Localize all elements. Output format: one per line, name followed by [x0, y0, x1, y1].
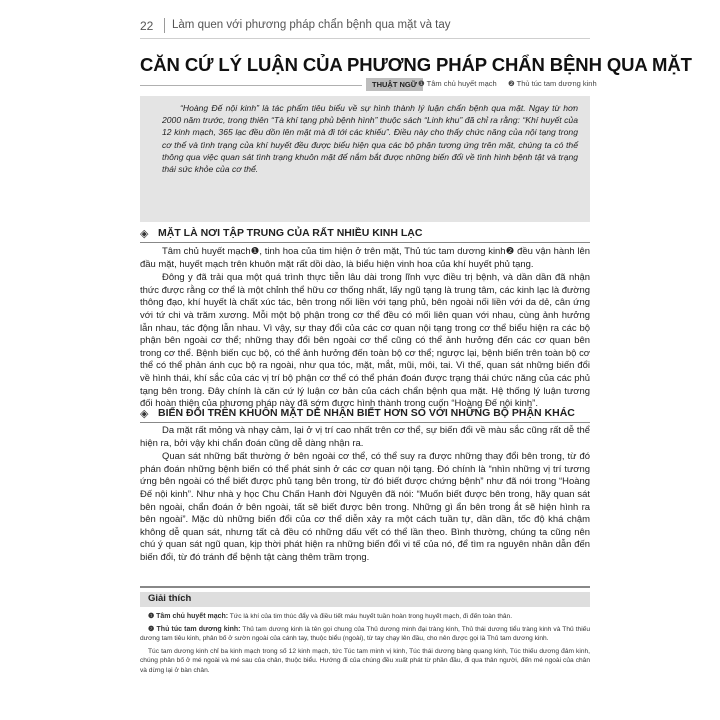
- glossary-entry: [140, 612, 590, 622]
- section-heading: [140, 406, 590, 423]
- running-header: [140, 16, 590, 39]
- glossary-heading: Giải thích: [148, 593, 192, 604]
- term-item: ❷ Thủ túc tam dương kinh: [508, 79, 597, 88]
- terms-bar: [140, 78, 597, 92]
- glossary-entry: [140, 647, 590, 676]
- section-body: [140, 425, 590, 566]
- header-divider: [164, 18, 165, 33]
- glossary-term: Thủ túc tam dương kinh:: [156, 625, 241, 633]
- diamond-icon: ◈: [140, 408, 149, 420]
- terms-tag: THUẬT NGỮ: [366, 78, 423, 91]
- footnote-marker: ❷: [148, 625, 155, 633]
- diamond-icon: ◈: [140, 228, 149, 240]
- intro-text: “Hoàng Đế nội kinh” là tác phẩm tiêu biểu về sự hình thành lý luận chẩn bệnh qua mặt. Ngay từ hơn 2000 năm trước, trong thiên “Tà khí tạng phủ bệnh hình” thuộc sách “Linh khu” đã chỉ ra rằng: “Khí huyết của 12 kinh mạch, 365 lạc đều dồn lên mặt mà đi tới các khiếu”. Điều này cho thấy chức năng của nội tạng trong cơ thể và tình trạng của khí huyết đều được biểu hiện qua các bộ phận tương ứng trên mặt, chúng ta có thể thông qua việc quan sát tình trạng khuôn mặt để nắm bắt được những biến đổi về tình hình bệnh tật và trạng thái sức khỏe của cơ thể.: [162, 103, 578, 175]
- term-item: ❶ Tâm chủ huyết mạch: [418, 79, 497, 88]
- terms-rule: [140, 85, 362, 86]
- glossary-definition: Thủ tam dương kinh là tên gọi chung của Thủ dương minh đại tràng kinh, Thủ thái dương tiểu tràng kinh và Thủ thiếu dương tam tiêu kinh, phân bố ở sườn ngoài của cánh tay, thuộc biểu (ngoài), từ tay chạy lên đầu, cho nên được gọi là Thủ tam dương kinh.: [140, 625, 590, 643]
- glossary-definition: Túc tam dương kinh chỉ ba kinh mạch trong số 12 kinh mạch, tức Túc tam minh vị kinh, Túc thái dương bàng quang kinh, Túc thiếu dương đảm kinh, chúng phân bố ở mé ngoài và mé sau của chân, thuộc biểu. Hướng đi của chúng đều xuất phát từ phần đầu, đi qua thân người, đến mé ngoài của chân và dừng lại ở bàn chân.: [140, 647, 590, 674]
- glossary-definition: Tức là khí của tim thúc đẩy và điều tiết máu huyết tuần hoàn trong huyết mạch, đi đến toàn thân.: [228, 613, 513, 620]
- glossary-entry: [140, 625, 590, 644]
- section-heading: [140, 226, 590, 243]
- paragraph: Tâm chủ huyết mạch❶, tinh hoa của tim hiện ở trên mặt, Thủ túc tam dương kinh❷ đều vận hành lên đầu mặt, huyết mạch trên khuôn mặt rất dồi dào, là biểu hiện vinh hoa của khí huyết phủ tạng.: [140, 246, 590, 270]
- paragraph: Da mặt rất mỏng và nhạy cảm, lại ở vị trí cao nhất trên cơ thể, sự biến đổi về màu sắc cũng rất dễ thể hiện ra, bởi vậy khi chẩn đoán cũng dễ dàng nhận ra.: [140, 425, 590, 449]
- section-heading-text: MẶT LÀ NƠI TẬP TRUNG CỦA RẤT NHIỀU KINH LẠC: [158, 227, 423, 239]
- glossary-box: [140, 586, 590, 710]
- glossary-header: [140, 592, 590, 607]
- section-body: [140, 246, 590, 412]
- page-number: 22: [140, 19, 154, 33]
- footnote-marker: ❶: [148, 613, 155, 620]
- paragraph: Đông y đã trải qua một quá trình thực tiễn lâu dài trong lĩnh vực điều trị bệnh, và dần dần đã nhận thức được rằng cơ thể là một chỉnh thể hữu cơ thống nhất, lấy ngũ tạng là trung tâm, các kinh lạc là đường thông đạo, khí huyết là chất xúc tác, bên trong nối liền với tạng phủ, bên ngoài nối liền với da dẻ, cân ứng với tứ chi và trăm xương. Mỗi một bộ phận trong cơ thể đều có mối liên quan với nhau, cùng ảnh hưởng lẫn nhau, tác động lẫn nhau. Vì vậy, sự thay đổi của các cơ quan nội tạng trong cơ thể biểu hiện ra các bộ phận bên ngoài cơ thể; những thay đổi bên ngoài cơ thể cũng có thể ảnh hưởng đến các cơ quan bên trong cơ thể. Bệnh biến cục bộ, có thể ảnh hưởng đến toàn bộ cơ thể; ngược lại, bệnh biến trên toàn bộ cơ thể có thể phản ánh cục bộ ra ngoài, như qua tóc, mặt, mắt, mũi, môi, tai. Vì thế, quan sát những biến đổi về hình thái, khí sắc của các vị trí bộ phận cơ thể có thể phán đoán được trạng thái chức năng của các phủ tạng bên trong. Đây chính là căn cứ lý luận cơ bản của cách chẩn bệnh qua mặt. Hệ thống lý luận tương đối hoàn thiện của phương pháp này đã sớm được hình thành trong cuốn “Hoàng Đế nội kinh”.: [140, 272, 590, 410]
- glossary-term: Tâm chủ huyết mạch:: [156, 613, 229, 620]
- glossary-entries: [140, 612, 590, 679]
- intro-box: [140, 96, 590, 222]
- section-heading-text: BIẾN ĐỔI TRÊN KHUÔN MẶT DỄ NHẬN BIẾT HƠN SO VỚI NHỮNG BỘ PHẬN KHÁC: [158, 407, 575, 419]
- running-title: Làm quen với phương pháp chẩn bệnh qua mặt và tay: [172, 19, 451, 31]
- paragraph: Quan sát những bất thường ở bên ngoài cơ thể, có thể suy ra được những thay đổi bên trong, từ đó phán đoán những bệnh biến có thể phát sinh ở các cơ quan nội tạng. Đó chính là “nhìn những vị trí tương ứng bên ngoài có thể biết được phủ tạng bên trong, từ đó biết được chứng bệnh” như đã nói trong “Hoàng Đế nội kinh”. Như nhà y học Chu Chấn Hanh đời Nguyên đã nói: “Muốn biết được bên trong, hãy quan sát bên ngoài, chẩn đoán ở bên ngoài, tất sẽ biết được bên trong. Những gì ẩn bên trong ắt sẽ hiện hình ra bên ngoài”. Mặc dù những biến đổi của cơ thể diễn xảy ra một cách tuần tự, dần dần, tốc độ khá chậm không dễ quan sát, nhưng tất cả đều có những dấu vết có thể lần theo. Bình thường, chúng ta cũng nên chú ý quan sát ngũ quan, kịp thời phát hiện ra những biến đổi vi tế của nó, để tìm ra nguyên nhân dẫn đến biến đổi, từ đó tránh để bệnh tật càng thêm trầm trọng.: [140, 451, 590, 563]
- page-title: CĂN CỨ LÝ LUẬN CỦA PHƯƠNG PHÁP CHẨN BỆNH QUA MẶT: [140, 54, 692, 75]
